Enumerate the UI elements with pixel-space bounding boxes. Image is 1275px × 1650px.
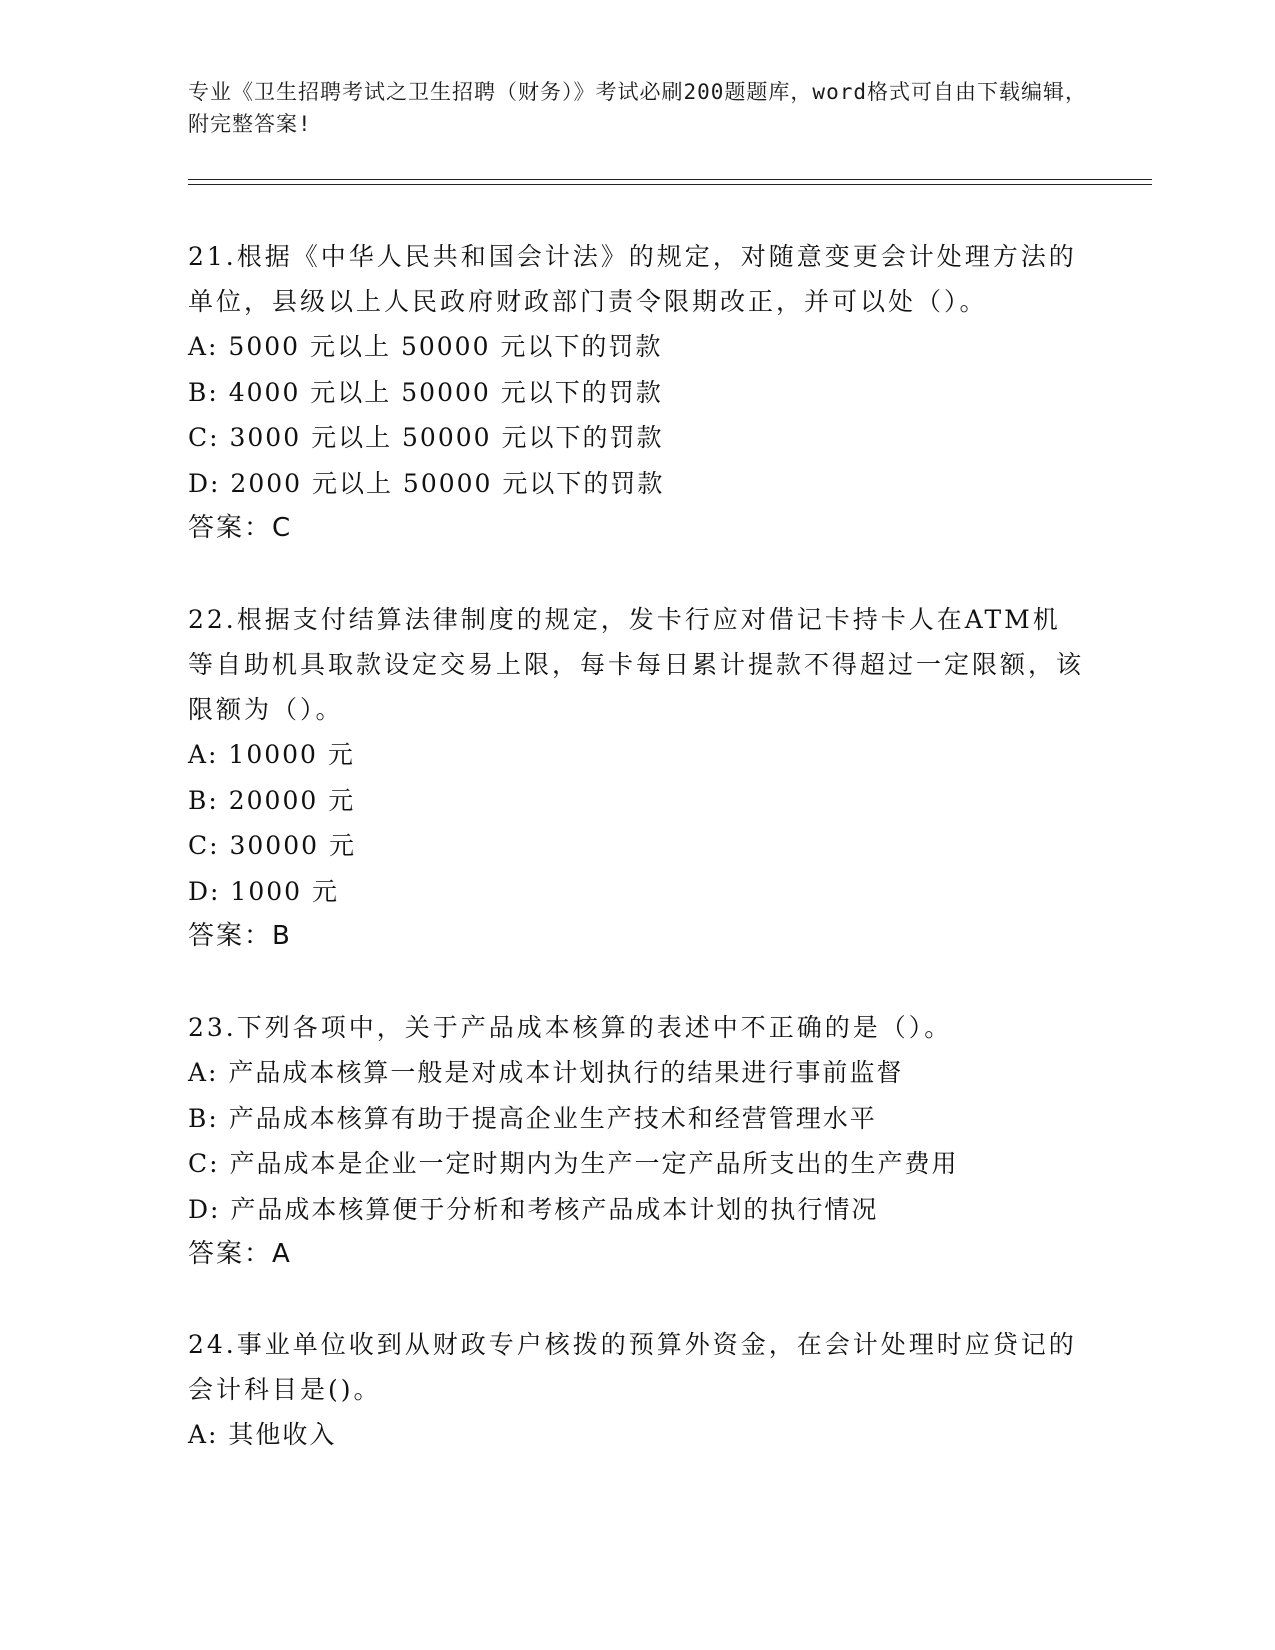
option-c: C: 产品成本是企业一定时期内为生产一定产品所支出的生产费用 <box>188 1149 959 1178</box>
header-divider-bottom <box>188 184 1152 185</box>
question-text: 23.下列各项中，关于产品成本核算的表述中不正确的是（）。 <box>188 1013 953 1042</box>
option-b: B: 4000 元以上 50000 元以下的罚款 <box>188 377 663 407</box>
answer-value: C <box>272 513 292 543</box>
answer-value: A <box>272 1239 291 1269</box>
option-d: D: 2000 元以上 50000 元以下的罚款 <box>188 468 665 498</box>
option-a: A: 产品成本核算一般是对成本计划执行的结果进行事前监督 <box>188 1058 904 1087</box>
question-text: 21.根据《中华人民共和国会计法》的规定，对随意变更会计处理方法的单位，县级以上人民政府财政部门责令限期改正，并可以处（）。 <box>188 242 1077 316</box>
question-24 <box>188 1322 1088 1458</box>
question-21 <box>188 234 1088 551</box>
answer <box>188 506 1088 551</box>
answer-value: B <box>272 921 291 951</box>
option-d: D: 1000 元 <box>188 876 339 906</box>
option-a: A: 其他收入 <box>188 1420 337 1449</box>
answer <box>188 1232 1088 1277</box>
question-text: 22.根据支付结算法律制度的规定，发卡行应对借记卡持卡人在ATM机等自助机具取款设定交易上限，每卡每日累计提款不得超过一定限额，该限额为（）。 <box>188 605 1085 724</box>
option-c: C: 3000 元以上 50000 元以下的罚款 <box>188 423 664 452</box>
option-b: B: 20000 元 <box>188 785 356 815</box>
question-22 <box>188 597 1088 959</box>
option-a: A: 5000 元以上 50000 元以下的罚款 <box>188 332 663 361</box>
answer-label: 答案： <box>188 1239 273 1269</box>
answer-label: 答案： <box>188 921 273 951</box>
question-text: 24.事业单位收到从财政专户核拨的预算外资金，在会计处理时应贷记的会计科目是()。 <box>188 1330 1077 1404</box>
document-header: 专业《卫生招聘考试之卫生招聘（财务）》考试必刷200题题库，word格式可自由下载编辑，附完整答案! <box>188 80 1087 136</box>
option-b: B: 产品成本核算有助于提高企业生产技术和经营管理水平 <box>188 1103 877 1133</box>
option-d: D: 产品成本核算便于分析和考核产品成本计划的执行情况 <box>188 1194 879 1224</box>
answer <box>188 914 1088 959</box>
header-divider-top <box>188 179 1152 180</box>
answer-label: 答案： <box>188 513 273 543</box>
option-c: C: 30000 元 <box>188 831 356 860</box>
option-a: A: 10000 元 <box>188 740 355 769</box>
question-23 <box>188 1005 1088 1277</box>
